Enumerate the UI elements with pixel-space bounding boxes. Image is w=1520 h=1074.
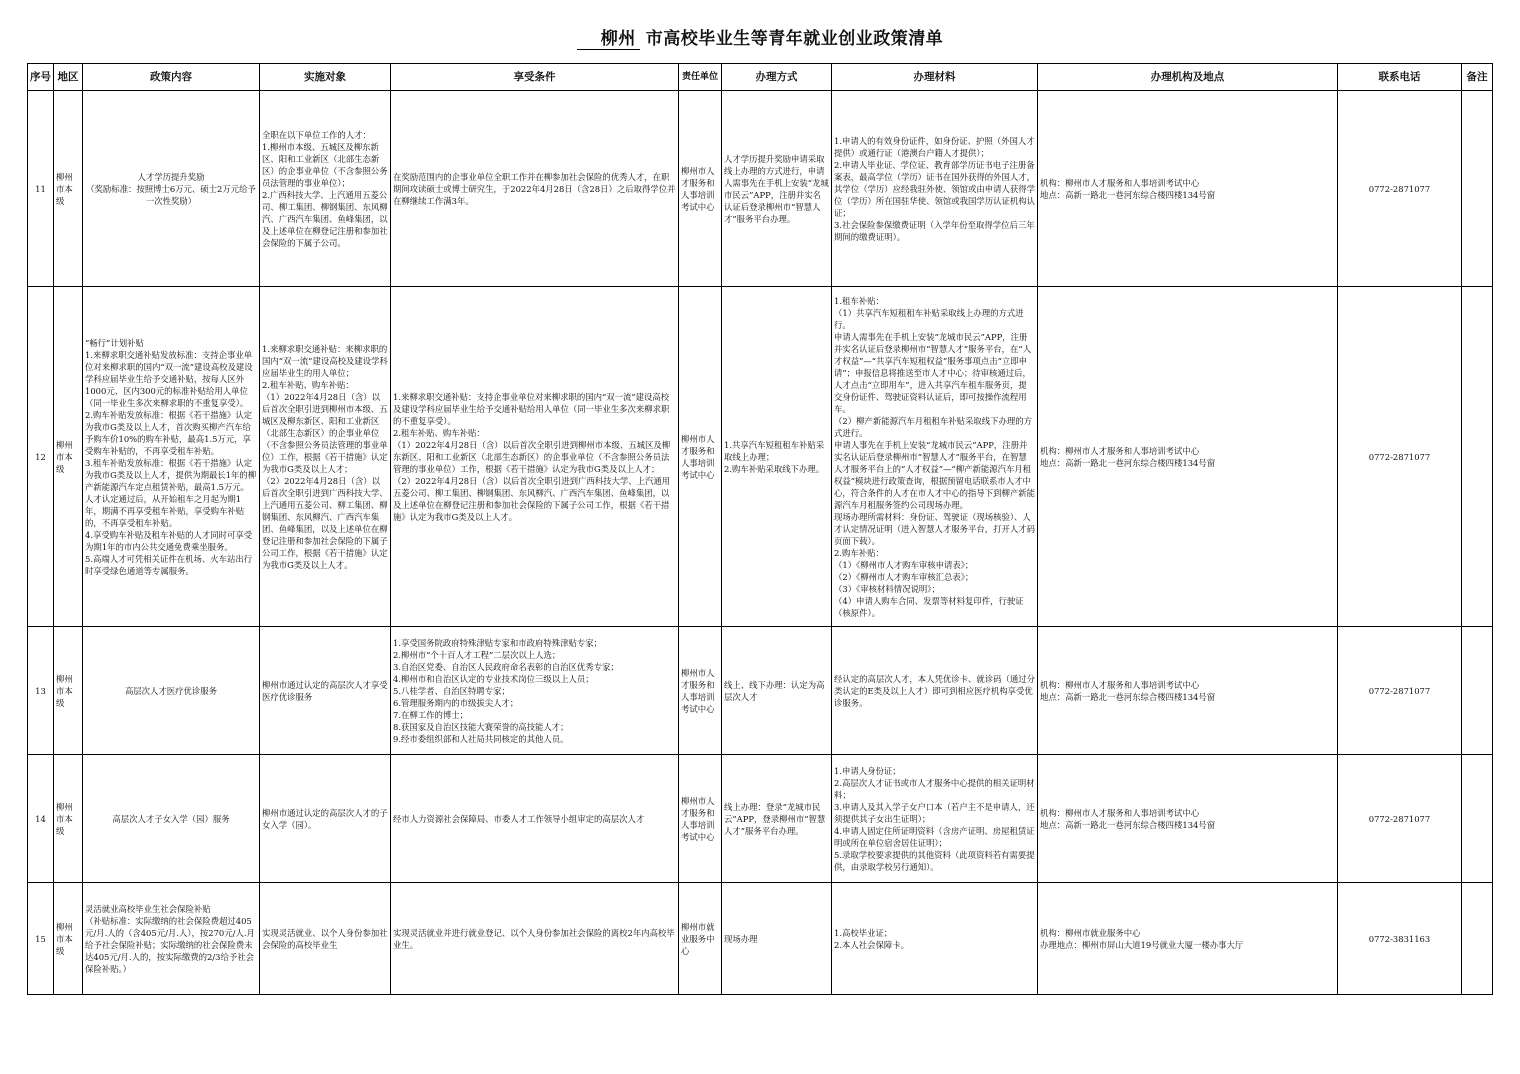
header-target: 实施对象 [260, 64, 391, 91]
cell-phone: 0772-2871077 [1338, 755, 1462, 883]
cell-content: 高层次人才医疗优诊服务 [83, 627, 260, 755]
table-header-row [28, 64, 1493, 91]
cell-method: 线上、线下办理：认定为高层次人才 [722, 627, 832, 755]
cell-method: 人才学历提升奖励申请采取线上办理的方式进行，申请人需事先在手机上安装“龙城市民云”APP，注册并实名认证后登录柳州市“智慧人才”服务平台办理。 [722, 91, 832, 287]
cell-method: 线上办理：登录“龙城市民云”APP，登录柳州市“智慧人才”服务平台办理。 [722, 755, 832, 883]
cell-materials: 经认定的高层次人才，本人凭优诊卡、就诊码（通过分类认定的E类及以上人才）即可到相应医疗机构享受优诊服务。 [832, 627, 1038, 755]
cell-materials: 1.申请人的有效身份证件，如身份证、护照（外国人才提供）或通行证（港澳台户籍人才提供）； 2.申请人毕业证、学位证、教育部学历证书电子注册备案表，最高学位（学历）证书在国外获得的外国人才，其学位（学历）应经我驻外使、领馆或由申请人获得学位（学历）所在国驻华使、领馆或我国学历认证机构认证； 3.社会保险参保缴费证明（入学年份至取得学位后三年期间的缴费证明）。 [832, 91, 1038, 287]
cell-remark [1462, 883, 1493, 995]
cell-seq: 13 [28, 627, 54, 755]
policy-table [27, 63, 1493, 995]
cell-phone: 0772-2871077 [1338, 627, 1462, 755]
table-row [28, 627, 1493, 755]
cell-content: 人才学历提升奖励 （奖励标准：按照博士6万元、硕士2万元给予一次性奖励） [83, 91, 260, 287]
cell-region: 柳州市本级 [54, 287, 83, 627]
cell-region: 柳州市本级 [54, 627, 83, 755]
header-content: 政策内容 [83, 64, 260, 91]
header-method: 办理方式 [722, 64, 832, 91]
cell-target: 柳州市通过认定的高层次人才的子女入学（园）。 [260, 755, 391, 883]
cell-materials: 1.申请人身份证； 2.高层次人才证书或市人才服务中心提供的相关证明材料； 3.申请人及其入学子女户口本（若户主不是申请人，还须提供其子女出生证明）； 4.申请人固定住所证明资料（含房产证明、房屋租赁证明或所在单位宿舍居住证明）； 5.录取学校要求提供的其他资料（此项资料若有需要提供，由录取学校另行通知）。 [832, 755, 1038, 883]
cell-content: “畅行”计划补贴 1.来柳求职交通补贴发放标准：支持企事业单位对来柳求职的国内“双一流”建设高校及建设学科应届毕业生给予交通补贴，按每人区外1000元、区内300元的标准补贴给用人单位（同一毕业生多次来柳求职的不重复享受）。 2.购车补贴发放标准：根据《若干措施》认定为我市G类及以上人才，首次购买柳产汽车给予购车价10%的购车补贴，最高1.5万元，享受购车补贴的，不再享受租车补贴。 3.租车补贴发放标准：根据《若干措施》认定为我市G类及以上人才，提供为期最长1年的柳产新能源汽车定点租赁补贴，最高1.5万元。人才认定通过后，从开始租车之月起为期1年，期满不再享受租车补贴，享受购车补贴的，不再享受租车补贴。 4.享受购车补贴及租车补贴的人才同时可享受为期1年的市内公共交通免费乘坐服务。 5.高端人才可凭相关证件在机场、火车站出行时享受绿色通道等专属服务。 [83, 287, 260, 627]
cell-remark [1462, 755, 1493, 883]
cell-materials: 1.租车补贴： （1）共享汽车短租租车补贴采取线上办理的方式进行。 申请人需事先在手机上安装“龙城市民云”APP，注册并实名认证后登录柳州市“智慧人才”服务平台，在“人才权益”—“共享汽车短租权益”服务事项点击“立即申请”；申报信息将推送至市人才中心；待审核通过后，人才点击“立即用车”，进入共享汽车租车服务页，提交身份证件、驾驶证资料认证后，即可按操作流程用车。 （2）柳产新能源汽车月租租车补贴采取线下办理的方式进行。 申请人事先在手机上安装“龙城市民云”APP，注册并实名认证后登录柳州市“智慧人才”服务平台，在智慧人才服务平台上的“人才权益”—“柳产新能源汽车月租权益”模块进行政策查询，根据预留电话联系市人才中心，符合条件的人才在市人才中心的指导下到柳产新能源汽车月租服务签约公司现场办理。 现场办理所需材料：身份证、驾驶证（现场核验）、人才认定情况证明（进入智慧人才服务平台，打开人才码页面下载）。 2.购车补贴： （1）《柳州市人才购车审核申请表》； （2）《柳州市人才购车审核汇总表》； （3）《审核材料情况说明》； （4）申请人购车合同、发票等材料复印件，行驶证（核原件）。 [832, 287, 1038, 627]
cell-remark [1462, 91, 1493, 287]
cell-condition: 1.享受国务院政府特殊津贴专家和市政府特殊津贴专家； 2.柳州市“个十百人才工程”二层次以上人选； 3.自治区党委、自治区人民政府命名表彰的自治区优秀专家； 4.柳州市和自治区认定的专业技术岗位三级以上人员； 5.八桂学者、自治区特聘专家； 6.管理服务期内的市级拔尖人才； 7.在柳工作的博士； 8.获国家及自治区技能大赛荣誉的高技能人才； 9.经市委组织部和人社局共同核定的其他人员。 [391, 627, 679, 755]
header-phone: 联系电话 [1338, 64, 1462, 91]
cell-region: 柳州市本级 [54, 91, 83, 287]
cell-phone: 0772-3831163 [1338, 883, 1462, 995]
cell-agency: 机构：柳州市就业服务中心 办理地点：柳州市屏山大道19号就业大厦一楼办事大厅 [1038, 883, 1338, 995]
cell-agency: 机构：柳州市人才服务和人事培训考试中心 地点：高新一路北一巷河东综合楼四楼134号窗 [1038, 91, 1338, 287]
header-agency: 办理机构及地点 [1038, 64, 1338, 91]
cell-target: 1.来柳求职交通补贴：来柳求职的国内“双一流”建设高校及建设学科应届毕业生的用人单位； 2.租车补贴、购车补贴： （1）2022年4月28日（含）以后首次全职引进到柳州市本级、五城区及柳东新区、阳和工业新区（北部生态新区）的企事业单位（不含参照公务员法管理的事业单位）工作，根据《若干措施》认定为我市G类及以上人才； （2）2022年4月28日（含）以后首次全职引进到广西科技大学、上汽通用五菱公司、柳工集团、柳钢集团、东风柳汽、广西汽车集团、鱼峰集团，以及上述单位在柳登记注册和参加社会保险的下属子公司工作，根据《若干措施》认定为我市G类及以上人才。 [260, 287, 391, 627]
table-row [28, 883, 1493, 995]
cell-unit: 柳州市人才服务和人事培训考试中心 [679, 627, 722, 755]
page-title [0, 24, 1520, 50]
cell-content: 高层次人才子女入学（园）服务 [83, 755, 260, 883]
cell-unit: 柳州市人才服务和人事培训考试中心 [679, 755, 722, 883]
table-row [28, 287, 1493, 627]
cell-seq: 15 [28, 883, 54, 995]
cell-target: 实现灵活就业、以个人身份参加社会保险的高校毕业生 [260, 883, 391, 995]
cell-agency: 机构：柳州市人才服务和人事培训考试中心 地点：高新一路北一巷河东综合楼四楼134号窗 [1038, 287, 1338, 627]
cell-region: 柳州市本级 [54, 883, 83, 995]
cell-phone: 0772-2871077 [1338, 91, 1462, 287]
cell-agency: 机构：柳州市人才服务和人事培训考试中心 地点：高新一路北一巷河东综合楼四楼134号窗 [1038, 755, 1338, 883]
table-row [28, 755, 1493, 883]
cell-method: 现场办理 [722, 883, 832, 995]
cell-seq: 14 [28, 755, 54, 883]
cell-remark [1462, 627, 1493, 755]
cell-unit: 柳州市就业服务中心 [679, 883, 722, 995]
cell-seq: 12 [28, 287, 54, 627]
cell-region: 柳州市本级 [54, 755, 83, 883]
header-region: 地区 [54, 64, 83, 91]
title-city: 柳州 [577, 24, 640, 50]
cell-condition: 实现灵活就业并进行就业登记、以个人身份参加社会保险的离校2年内高校毕业生。 [391, 883, 679, 995]
cell-condition: 1.来柳求职交通补贴：支持企事业单位对来柳求职的国内“双一流”建设高校及建设学科应届毕业生给予交通补贴给用人单位（同一毕业生多次来柳求职的不重复享受）。 2.租车补贴、购车补贴： （1）2022年4月28日（含）以后首次全职引进到柳州市本级、五城区及柳东新区、阳和工业新区（北部生态新区）的企事业单位（不含参照公务员法管理的事业单位）工作，根据《若干措施》认定为我市G类及以上人才； （2）2022年4月28日（含）以后首次全职引进到广西科技大学、上汽通用五菱公司、柳工集团、柳钢集团、东风柳汽、广西汽车集团、鱼峰集团，以及上述单位在柳登记注册和参加社会保险的下属子公司工作，根据《若干措施》认定为我市G类及以上人才。 [391, 287, 679, 627]
cell-unit: 柳州市人才服务和人事培训考试中心 [679, 287, 722, 627]
cell-condition: 经市人力资源社会保障局、市委人才工作领导小组审定的高层次人才 [391, 755, 679, 883]
header-remark: 备注 [1462, 64, 1493, 91]
cell-content: 灵活就业高校毕业生社会保险补贴 （补贴标准：实际缴纳的社会保险费超过405元/月.人的（含405元/月.人），按270元/人.月给予社会保险补贴；实际缴纳的社会保险费未达405元/月.人的，按实际缴费的2/3给予社会保险补贴。） [83, 883, 260, 995]
cell-materials: 1.高校毕业证； 2.本人社会保障卡。 [832, 883, 1038, 995]
cell-method: 1.共享汽车短租租车补贴采取线上办理； 2.购车补贴采取线下办理。 [722, 287, 832, 627]
table-row [28, 91, 1493, 287]
cell-remark [1462, 287, 1493, 627]
cell-seq: 11 [28, 91, 54, 287]
cell-condition: 在奖励范围内的企事业单位全职工作并在柳参加社会保险的优秀人才，在职期间攻读硕士或博士研究生，于2022年4月28日（含28日）之后取得学位并在柳继续工作满3年。 [391, 91, 679, 287]
header-seq: 序号 [28, 64, 54, 91]
cell-unit: 柳州市人才服务和人事培训考试中心 [679, 91, 722, 287]
header-materials: 办理材料 [832, 64, 1038, 91]
header-unit: 责任单位 [679, 64, 722, 91]
cell-target: 全职在以下单位工作的人才： 1.柳州市本级、五城区及柳东新区、阳和工业新区（北部生态新区）的企事业单位（不含参照公务员法管理的事业单位）； 2.广西科技大学、上汽通用五菱公司、柳工集团、柳钢集团、东风柳汽、广西汽车集团、鱼峰集团，以及上述单位在柳登记注册和参加社会保险的下属子公司。 [260, 91, 391, 287]
cell-agency: 机构：柳州市人才服务和人事培训考试中心 地点：高新一路北一巷河东综合楼四楼134号窗 [1038, 627, 1338, 755]
title-text: 市高校毕业生等青年就业创业政策清单 [645, 29, 944, 49]
cell-phone: 0772-2871077 [1338, 287, 1462, 627]
header-condition: 享受条件 [391, 64, 679, 91]
cell-target: 柳州市通过认定的高层次人才享受医疗优诊服务 [260, 627, 391, 755]
